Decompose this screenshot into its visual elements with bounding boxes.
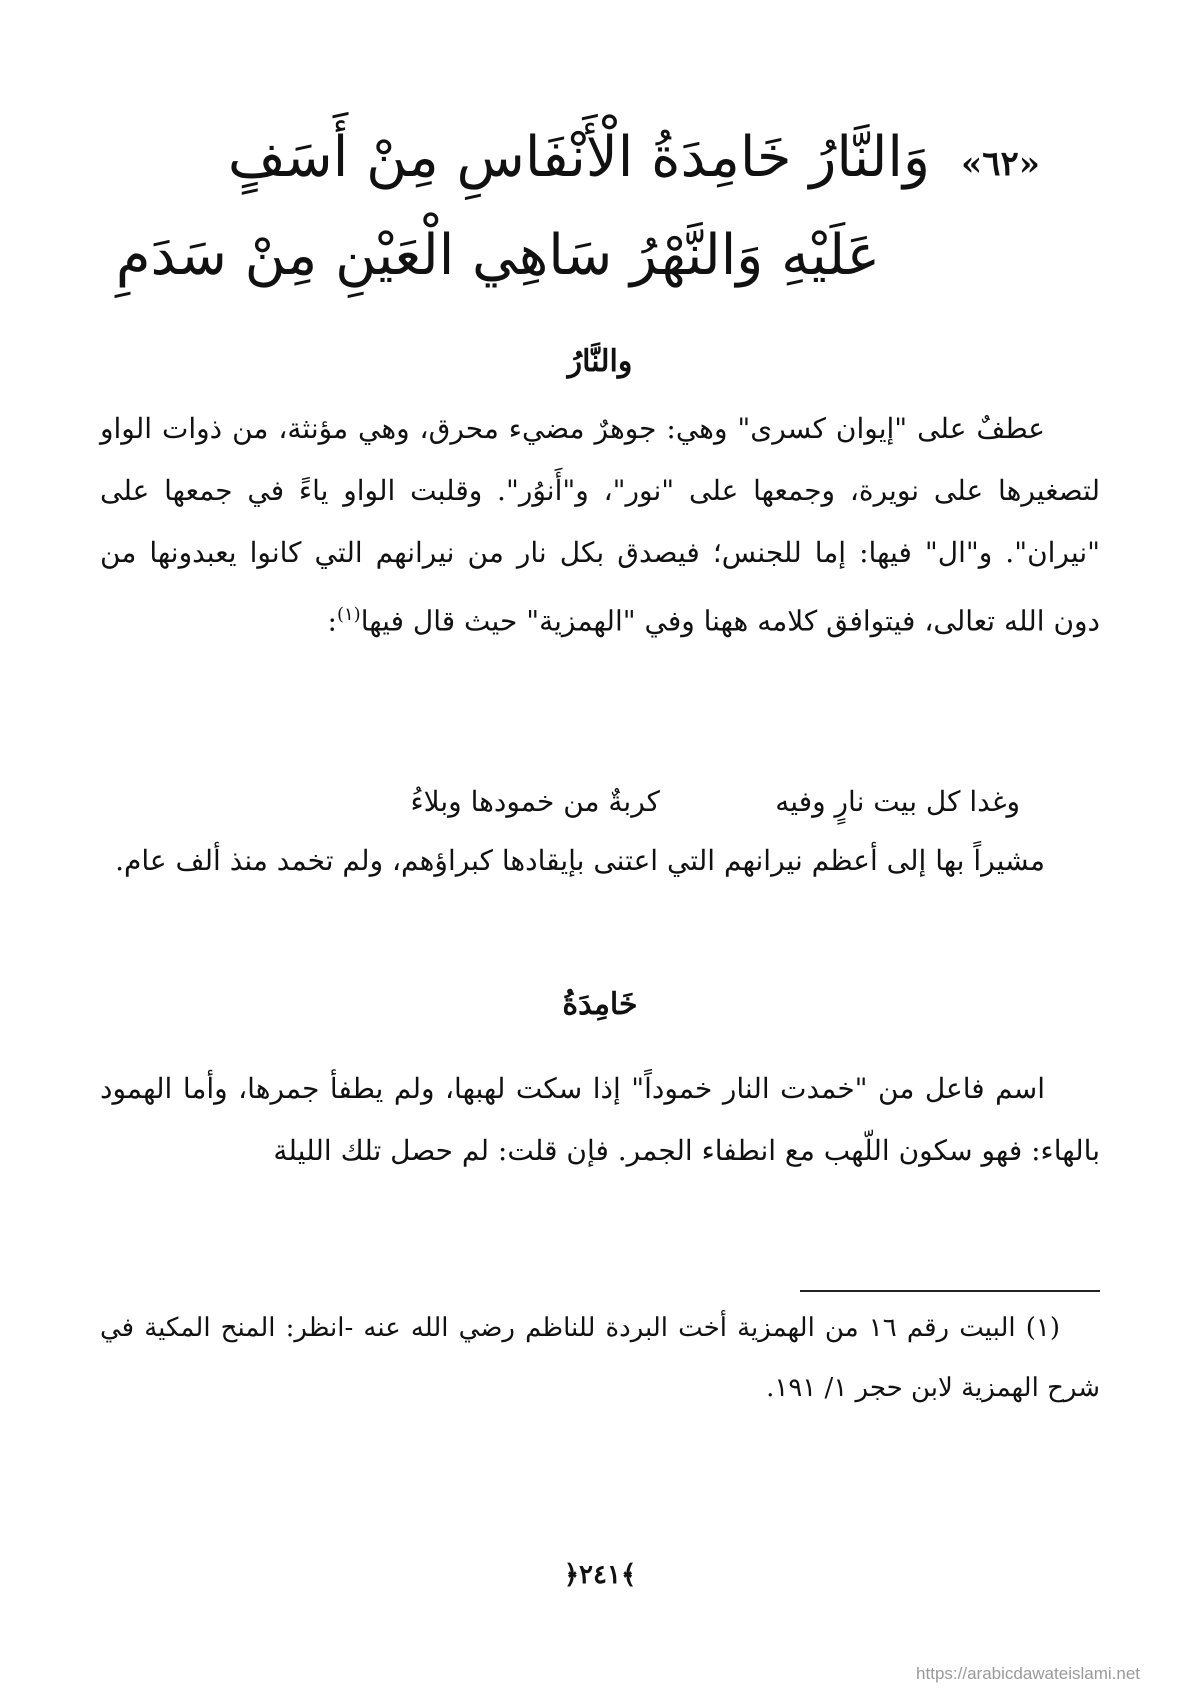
footnote: (١) البيت رقم ١٦ من الهمزية أخت البردة للناظم رضي الله عنه -انظر: المنح المكية في شرح الهمزية لابن حجر ١/ ١٩١. (100, 1313, 1100, 1403)
paragraph-nar-text: عطفٌ على "إيوان كسرى" وهي: جوهرٌ مضيء محرق، وهي مؤنثة، من ذوات الواو لتصغيرها على نويرة، وجمعها على "نور"، و"أَنوُر". وقلبت الواو ياءً في جمعها على "نيران". و"ال" فيها: إما للجنس؛ فيصدق بكل نار من نيرانهم التي كانوا يعبدونها من دون الله تعالى، فيتوافق كلامه ههنا وفي "الهمزية" حيث قال فيها (100, 412, 1100, 638)
footnote-ref[interactable]: (١) (336, 604, 361, 625)
paragraph-nar-2: مشيراً بها إلى أعظم نيرانهم التي اعتنى بإيقادها كبراؤهم، ولم تخمد منذ ألف عام. (115, 844, 1045, 877)
paragraph-nar (100, 398, 1100, 652)
section-heading-khamida: خَامِدَةُ (562, 987, 638, 1022)
paragraph-khamida: اسم فاعل من "خمدت النار خموداً" إذا سكت لهبها، ولم يطفأ جمرها، وأما الهمود بالهاء: فهو سكون اللّهب مع انطفاء الجمر. فإن قلت: لم حصل تلك الليلة (100, 1072, 1100, 1167)
footnote-divider (800, 1290, 1100, 1292)
section-heading-nar: والنَّارُ (567, 344, 633, 379)
verse-number: «٦٢» (960, 144, 1040, 184)
verse-line-1: وَالنَّارُ خَامِدَةُ الْأَنْفَاسِ مِنْ أَسَفٍ (227, 125, 930, 190)
poem-hemistich-second: كربةٌ من خمودها وبلاءُ (410, 785, 660, 818)
watermark-url: https://arabicdawateislami.net (916, 1664, 1140, 1683)
verse-line-2: عَلَيْهِ وَالنَّهْرُ سَاهِي الْعَيْنِ مِنْ سَدَمِ (115, 223, 880, 288)
paragraph-nar-colon: : (327, 604, 337, 638)
poem-hemistich-first: وغدا كل بيت نارٍ وفيه (775, 785, 1020, 818)
page-number: ﴿٢٤١﴾ (563, 1560, 637, 1590)
poem-line (180, 785, 1020, 835)
verse-block (115, 100, 1040, 300)
